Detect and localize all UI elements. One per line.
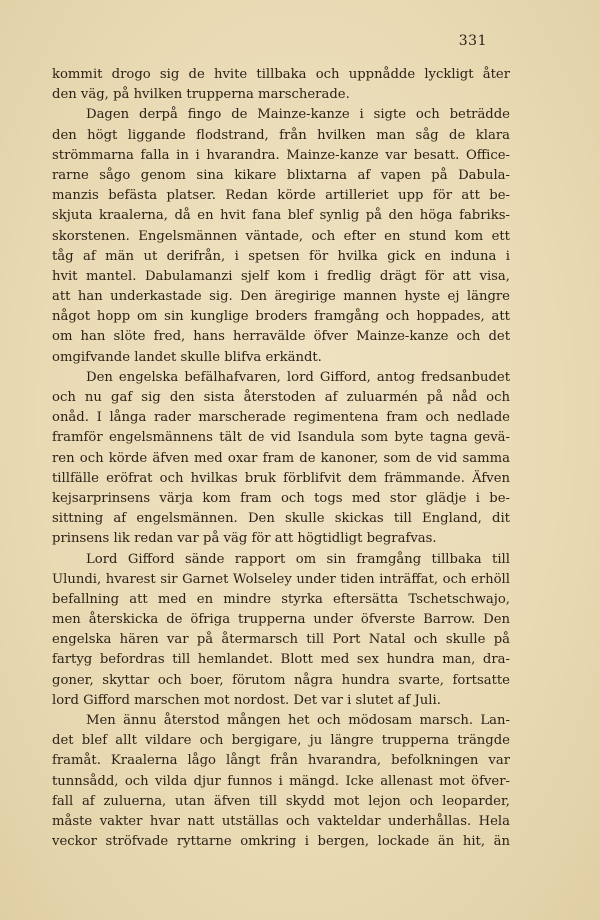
text-line: skorstenen. Engelsmännen väntade, och efter en stund kom ett <box>52 228 510 244</box>
text-line: omgifvande landet skulle blifva erkändt. <box>52 349 322 365</box>
text-line: prinsens lik redan var på väg för att högtidligt begrafvas. <box>52 531 437 547</box>
text-line: lord Gifford marschen mot nordost. Det var i slutet af Juli. <box>52 692 441 708</box>
text-line: den väg, på hvilken trupperna marscherade. <box>52 87 350 103</box>
text-line: fall af zuluerna, utan äfven till skydd mot lejon och leoparder, <box>52 793 510 809</box>
text-line: och nu gaf sig den sista återstoden af zuluarmén på nåd och <box>52 390 510 405</box>
text-line: rarne sågo genom sina kikare blixtarna af vapen på Dabula- <box>52 167 510 183</box>
text-line: veckor ströfvade ryttarne omkring i bergen, lockade än hit, än <box>52 834 510 850</box>
text-line: den högt liggande flodstrand, från hvilken man såg de klara <box>52 127 510 143</box>
text-line: framför engelsmännens tält de vid Isandula som byte tagna gevä- <box>52 430 510 446</box>
text-line: strömmarna falla in i hvarandra. Mainze-kanze var besatt. Office- <box>52 147 510 163</box>
text-line: Ulundi, hvarest sir Garnet Wolseley under tiden inträffat, och erhöll <box>52 571 510 587</box>
text-line: kommit drogo sig de hvite tillbaka och uppnådde lyckligt åter <box>52 67 510 82</box>
text-line: ren och körde äfven med oxar fram de kanoner, som de vid samma <box>52 450 510 466</box>
text-line: goner, skyttar och boer, förutom några hundra svarte, fortsatte <box>52 672 510 688</box>
text-line: framåt. Kraalerna lågo långt från hvarandra, befolkningen var <box>52 753 510 769</box>
text-line: fartyg befordras till hemlandet. Blott med sex hundra man, dra- <box>52 652 510 668</box>
text-line: tillfälle eröfrat och hvilkas bruk förblifvit dem främmande. Äfven <box>52 470 510 486</box>
text-line: tåg af män ut derifrån, i spetsen för hvilka gick en induna i <box>52 248 510 264</box>
text-line: engelska hären var på återmarsch till Port Natal och skulle på <box>52 632 510 648</box>
text-line: Men ännu återstod mången het och mödosam marsch. Lan- <box>86 713 510 728</box>
text-line: men återskicka de öfriga trupperna under öfverste Barrow. Den <box>52 612 510 628</box>
text-line: kejsarprinsens värja kom fram och togs med stor glädje i be- <box>52 490 510 506</box>
text-line: manzis befästa platser. Redan körde artilleriet upp för att be- <box>52 188 510 204</box>
text-line: måste vakter hvar natt utställas och vakteldar underhållas. Hela <box>52 813 510 829</box>
text-line: hvit mantel. Dabulamanzi sjelf kom i fredlig drägt för att visa, <box>52 268 510 284</box>
text-line: tunnsådd, och vilda djur funnos i mängd. Icke allenast mot öfver- <box>52 773 510 789</box>
text-line: Den engelska befälhafvaren, lord Gifford, antog fredsanbudet <box>86 369 510 385</box>
text-line: det blef allt vildare och bergigare, ju längre trupperna trängde <box>52 733 510 749</box>
text-line: något hopp om sin kunglige broders framgång och hoppades, att <box>52 309 510 325</box>
text-line: att han underkastade sig. Den äregirige mannen hyste ej längre <box>52 289 510 305</box>
text-line: Lord Gifford sände rapport om sin framgång tillbaka till <box>86 551 510 567</box>
text-line: om han slöte fred, hans herravälde öfver Mainze-kanze och det <box>52 329 510 345</box>
text-line: befallning att med en mindre styrka eftersätta Tschetschwajo, <box>52 591 510 607</box>
text-line: sittning af engelsmännen. Den skulle skickas till England, dit <box>52 511 510 527</box>
text-line: onåd. I långa rader marscherade regimentena fram och nedlade <box>52 410 510 426</box>
page-number: 331 <box>458 33 487 49</box>
text-line: Dagen derpå fingo de Mainze-kanze i sigte och beträdde <box>86 107 510 123</box>
body-text <box>52 65 510 852</box>
text-line: skjuta kraalerna, då en hvit fana blef synlig på den höga fabriks- <box>52 208 510 224</box>
